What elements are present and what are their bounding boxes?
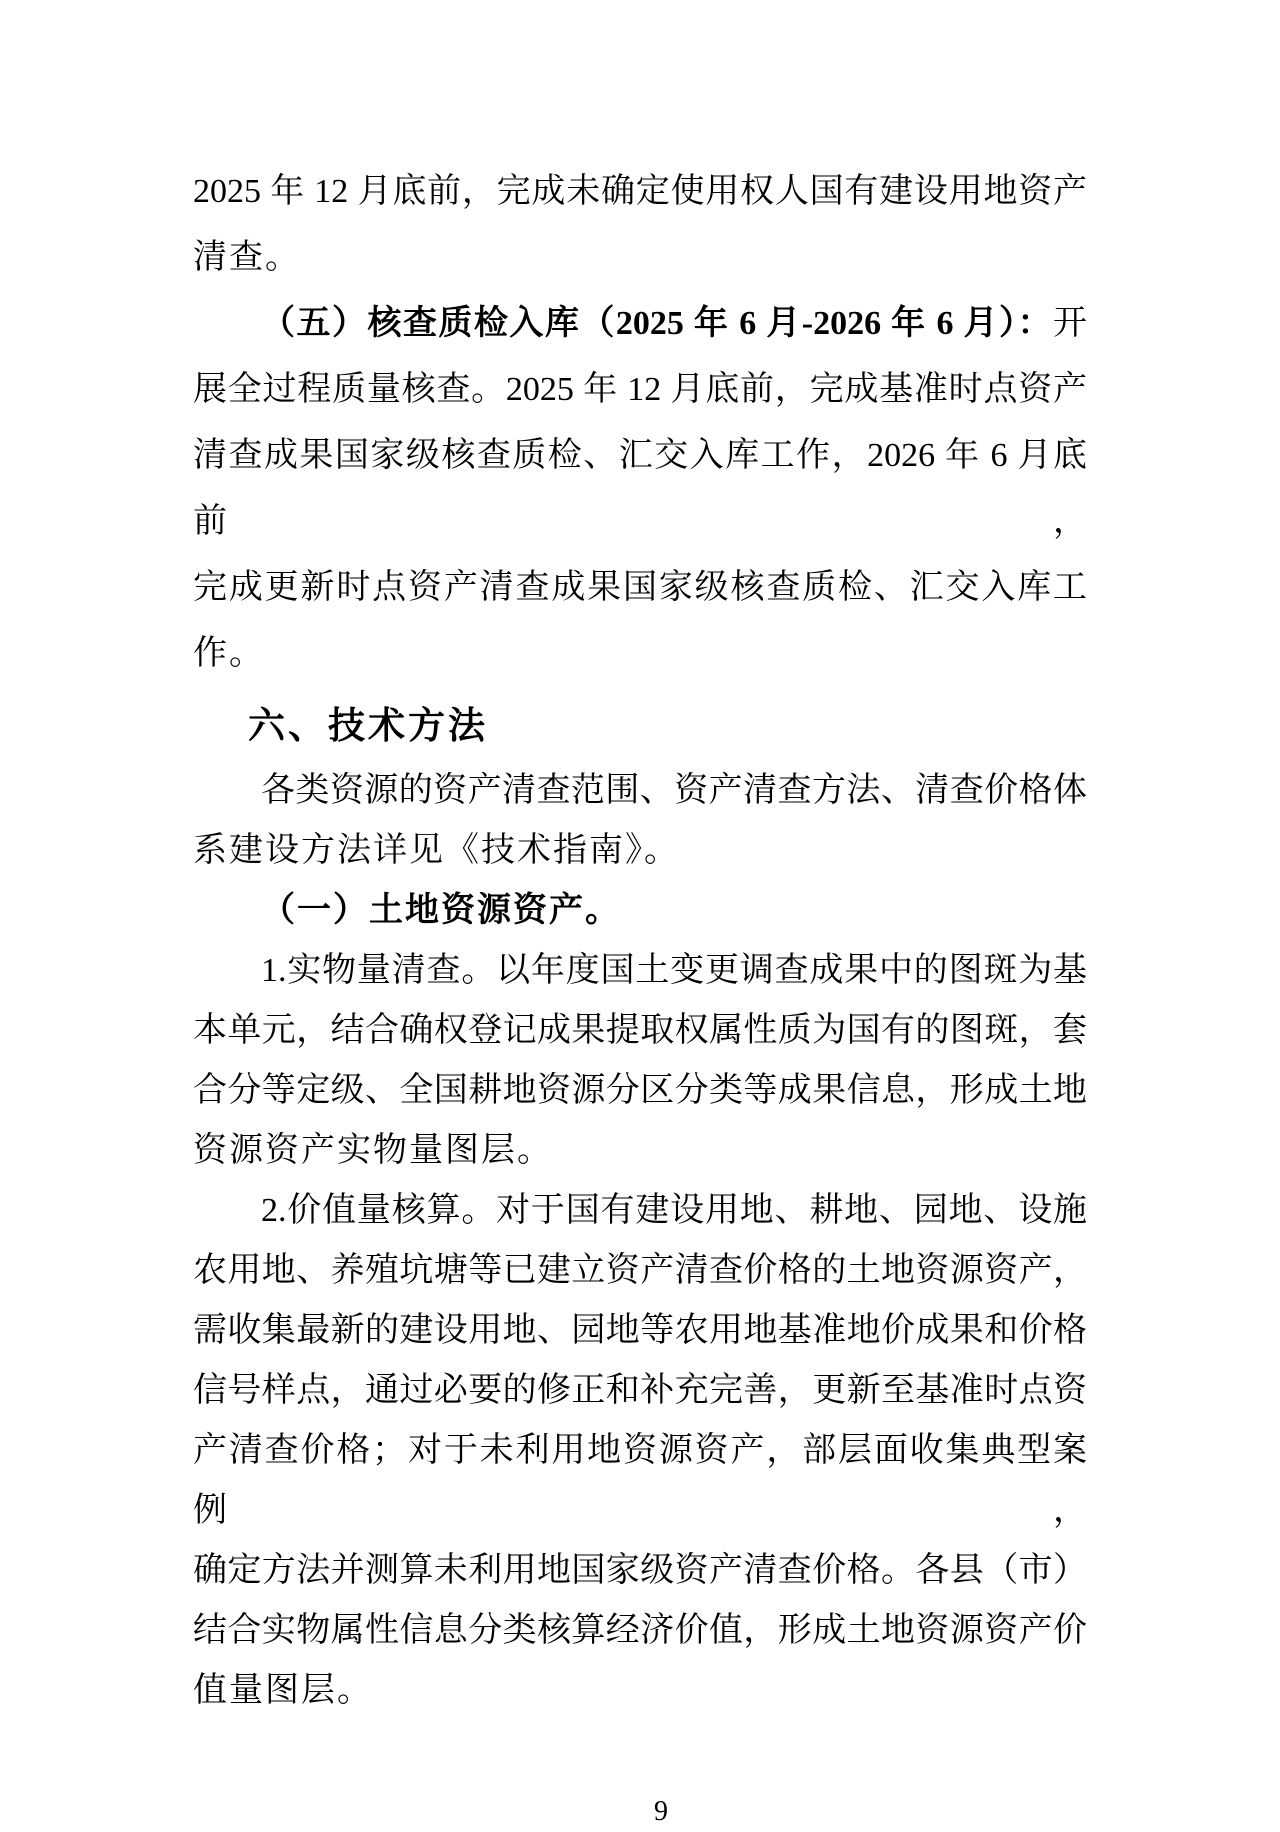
text-line: （一）土地资源资产。 xyxy=(261,892,621,929)
text-line: 各类资源的资产清查范围、资产清查方法、清查价格体 xyxy=(261,772,1087,809)
text-line: 产清查价格；对于未利用地资源资产，部层面收集典型案例， xyxy=(193,1432,1087,1529)
text-line: 2025 年 12 月底前，完成未确定使用权人国有建设用地资产 xyxy=(193,173,1087,210)
text-line: 资源资产实物量图层。 xyxy=(193,1132,553,1169)
text-line: 展全过程质量核查。2025 年 12 月底前，完成基准时点资产 xyxy=(193,371,1087,408)
text-line: 值量图层。 xyxy=(193,1672,373,1709)
text-line: 完成更新时点资产清查成果国家级核查质检、汇交入库工 xyxy=(193,569,1087,606)
text-line: 作。 xyxy=(193,635,265,672)
page-content xyxy=(193,0,1087,1832)
page-number: 9 xyxy=(654,1796,668,1827)
text-line: 本单元，结合确权登记成果提取权属性质为国有的图斑，套 xyxy=(193,1012,1087,1049)
text-line: 信号样点，通过必要的修正和补充完善，更新至基准时点资 xyxy=(193,1372,1087,1409)
text-line: 需收集最新的建设用地、园地等农用地基准地价成果和价格 xyxy=(193,1312,1087,1349)
text-line xyxy=(193,291,1087,357)
section-heading: 六、技术方法 xyxy=(248,705,488,746)
text-run: 开 xyxy=(1053,305,1087,342)
text-line: 系建设方法详见《技术指南》。 xyxy=(193,832,680,869)
text-line: 清查。 xyxy=(193,239,301,276)
bold-run: （五）核查质检入库（2025 年 6 月-2026 年 6 月）： xyxy=(261,305,1053,342)
text-line: 结合实物属性信息分类核算经济价值，形成土地资源资产价 xyxy=(193,1612,1087,1649)
text-line: 农用地、养殖坑塘等已建立资产清查价格的土地资源资产， xyxy=(193,1252,1087,1289)
text-line: 2.价值量核算。对于国有建设用地、耕地、园地、设施 xyxy=(261,1192,1087,1229)
paragraph-block-bottom xyxy=(193,761,1087,1721)
text-line: 1.实物量清查。以年度国土变更调查成果中的图斑为基 xyxy=(261,952,1087,989)
text-line: 确定方法并测算未利用地国家级资产清查价格。各县（市） xyxy=(193,1552,1087,1589)
text-line: 清查成果国家级核查质检、汇交入库工作，2026 年 6 月底前， xyxy=(193,437,1087,540)
paragraph-block-top xyxy=(193,0,1087,687)
text-line: 合分等定级、全国耕地资源分区分类等成果信息，形成土地 xyxy=(193,1072,1087,1109)
